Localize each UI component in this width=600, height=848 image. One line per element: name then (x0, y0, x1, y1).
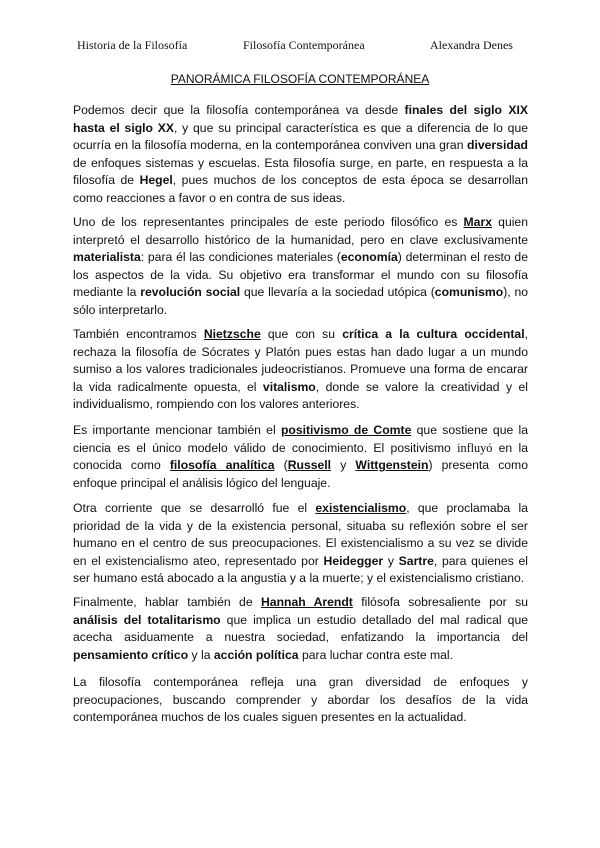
paragraph-existencialismo: Otra corriente que se desarrolló fue el existencialismo, que proclamaba la prioridad de la vida y de la existencia personal, situaba su reflexión sobre el ser humano en el centro de sus preocupaciones. El existencialismo a su vez se divide en el existencialismo ateo, representado por Heidegger y Sartre, para quienes el ser humano está abocado a la angustia y a la muerte; y el existencialismo cristiano. (73, 501, 528, 586)
header-subject: Historia de la Filosofía (77, 38, 188, 52)
paragraph-nietzsche: También encontramos Nietzsche que con su crítica a la cultura occidental, rechaza la filosofía de Sócrates y Platón pues estas han dado lugar a un mundo sumiso a los valores tradicionales judeocristianos. Promueve una forma de encarar la vida radicalmente opuesta, el vitalismo, donde se valore la creatividad y el individualismo, rompiendo con los valores anteriores. (73, 327, 528, 412)
paragraph-conclusion: La filosofía contemporánea refleja una gran diversidad de enfoques y preocupaciones, buscando comprender y abordar los desafíos de la vida contemporánea muchos de los cuales siguen presentes en la actualidad. (73, 675, 528, 725)
paragraph-comte: Es importante mencionar también el positivismo de Comte que sostiene que la ciencia es el único modelo válido de conocimiento. El positivismo influyó en la conocida como filosofía analítica (Russell y Wittgenstein) presenta como enfoque principal el análisis lógico del lenguaje. (73, 423, 529, 490)
header-author: Alexandra Denes (430, 38, 513, 52)
paragraph-arendt: Finalmente, hablar también de Hannah Arendt filósofa sobresaliente por su análisis del totalitarismo que implica un estudio detallado del mal radical que acecha asiduamente a nuestra sociedad, enfatizando la importancia del pensamiento crítico y la acción política para luchar contra este mal. (73, 595, 528, 662)
paragraph-intro: Podemos decir que la filosofía contemporánea va desde finales del siglo XIX hasta el siglo XX, y que su principal característica es que a diferencia de lo que ocurría en la filosofía moderna, en la contemporánea conviven una gran diversidad de enfoques sistemas y escuelas. Esta filosofía surge, en parte, en respuesta a la filosofía de Hegel, pues muchos de los conceptos de esta época se desarrollan como reacciones a favor o en contra de sus ideas. (73, 103, 528, 205)
header-topic: Filosofía Contemporánea (243, 38, 365, 52)
page-title: PANORÁMICA FILOSOFÍA CONTEMPORÁNEA (170, 72, 430, 86)
paragraph-marx: Uno de los representantes principales de este periodo filosófico es Marx quien interpretó el desarrollo histórico de la humanidad, pero en clave exclusivamente materialista: para él las condiciones materiales (economía) determinan el resto de los aspectos de la vida. Su objetivo era transformar el mundo con su filosofía mediante la revolución social que llevaría a la sociedad utópica (comunismo), no sólo interpretarlo. (73, 215, 528, 317)
